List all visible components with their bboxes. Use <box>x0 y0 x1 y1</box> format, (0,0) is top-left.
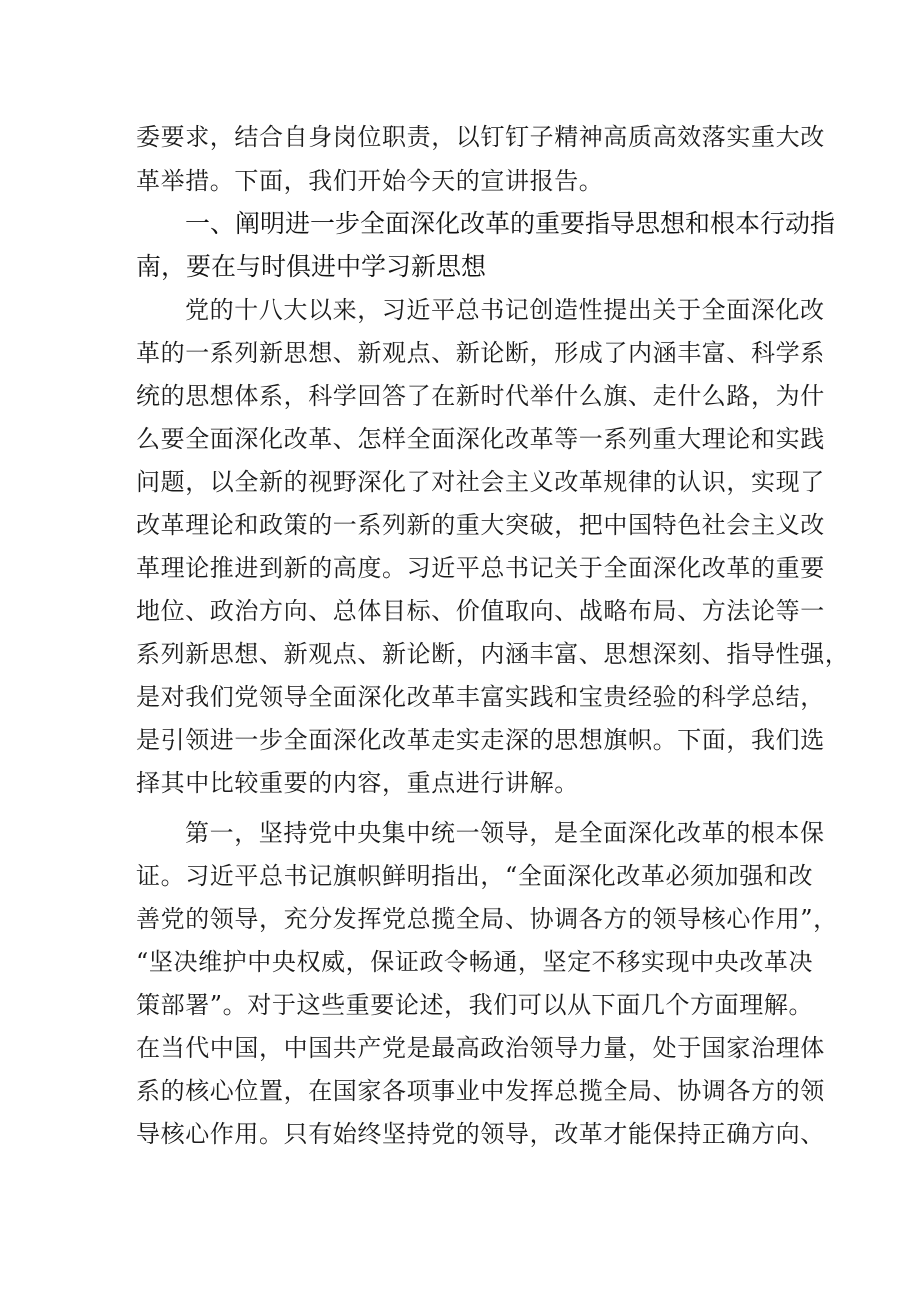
text-line: 统的思想体系，科学回答了在新时代举什么旗、走什么路，为什 <box>136 382 825 410</box>
text-line: 革理论推进到新的高度。习近平总书记关于全面深化改革的重要 <box>136 554 825 582</box>
paragraph-start: 第一，坚持党中央集中统一领导，是全面深化改革的根本保 <box>185 819 825 847</box>
text-line: 么要全面深化改革、怎样全面深化改革等一系列重大理论和实践 <box>136 425 825 453</box>
section-heading: 一、阐明进一步全面深化改革的重要指导思想和根本行动指 <box>185 209 836 238</box>
text-line: 证。习近平总书记旗帜鲜明指出，“全面深化改革必须加强和改 <box>136 862 814 890</box>
text-line: 策部署”。对于这些重要论述，我们可以从下面几个方面理解。 <box>136 991 814 1019</box>
text-line: 是对我们党领导全面深化改革丰富实践和宝贵经验的科学总结， <box>136 683 825 711</box>
text-line: 改革理论和政策的一系列新的重大突破，把中国特色社会主义改 <box>136 511 825 539</box>
text-line: 导核心作用。只有始终坚持党的领导，改革才能保持正确方向、 <box>136 1120 825 1148</box>
text-line: 在当代中国，中国共产党是最高政治领导力量，处于国家治理体 <box>136 1034 825 1062</box>
text-line: 系的核心位置，在国家各项事业中发挥总揽全局、协调各方的领 <box>136 1077 825 1105</box>
text-line: 革的一系列新思想、新观点、新论断，形成了内涵丰富、科学系 <box>136 339 825 367</box>
text-line: 革举措。下面，我们开始今天的宣讲报告。 <box>136 167 604 195</box>
text-line: 系列新思想、新观点、新论断，内涵丰富、思想深刻、指导性强， <box>136 640 850 668</box>
text-line: 委要求，结合自身岗位职责，以钉钉子精神高质高效落实重大改 <box>136 123 825 151</box>
text-line: 择其中比较重要的内容，重点进行讲解。 <box>136 769 579 797</box>
text-line: 是引领进一步全面深化改革走实走深的思想旗帜。下面，我们选 <box>136 726 825 754</box>
text-line: 善党的领导，充分发挥党总揽全局、协调各方的领导核心作用”， <box>136 905 838 933</box>
text-line: 地位、政治方向、总体目标、价值取向、战略布局、方法论等一 <box>136 597 825 625</box>
text-line: 问题，以全新的视野深化了对社会主义改革规律的认识，实现了 <box>136 468 825 496</box>
text-line: “坚决维护中央权威，保证政令畅通，坚定不移实现中央改革决 <box>136 948 814 976</box>
section-heading: 南，要在与时俱进中学习新思想 <box>136 252 487 281</box>
paragraph-start: 党的十八大以来，习近平总书记创造性提出关于全面深化改 <box>185 296 825 324</box>
